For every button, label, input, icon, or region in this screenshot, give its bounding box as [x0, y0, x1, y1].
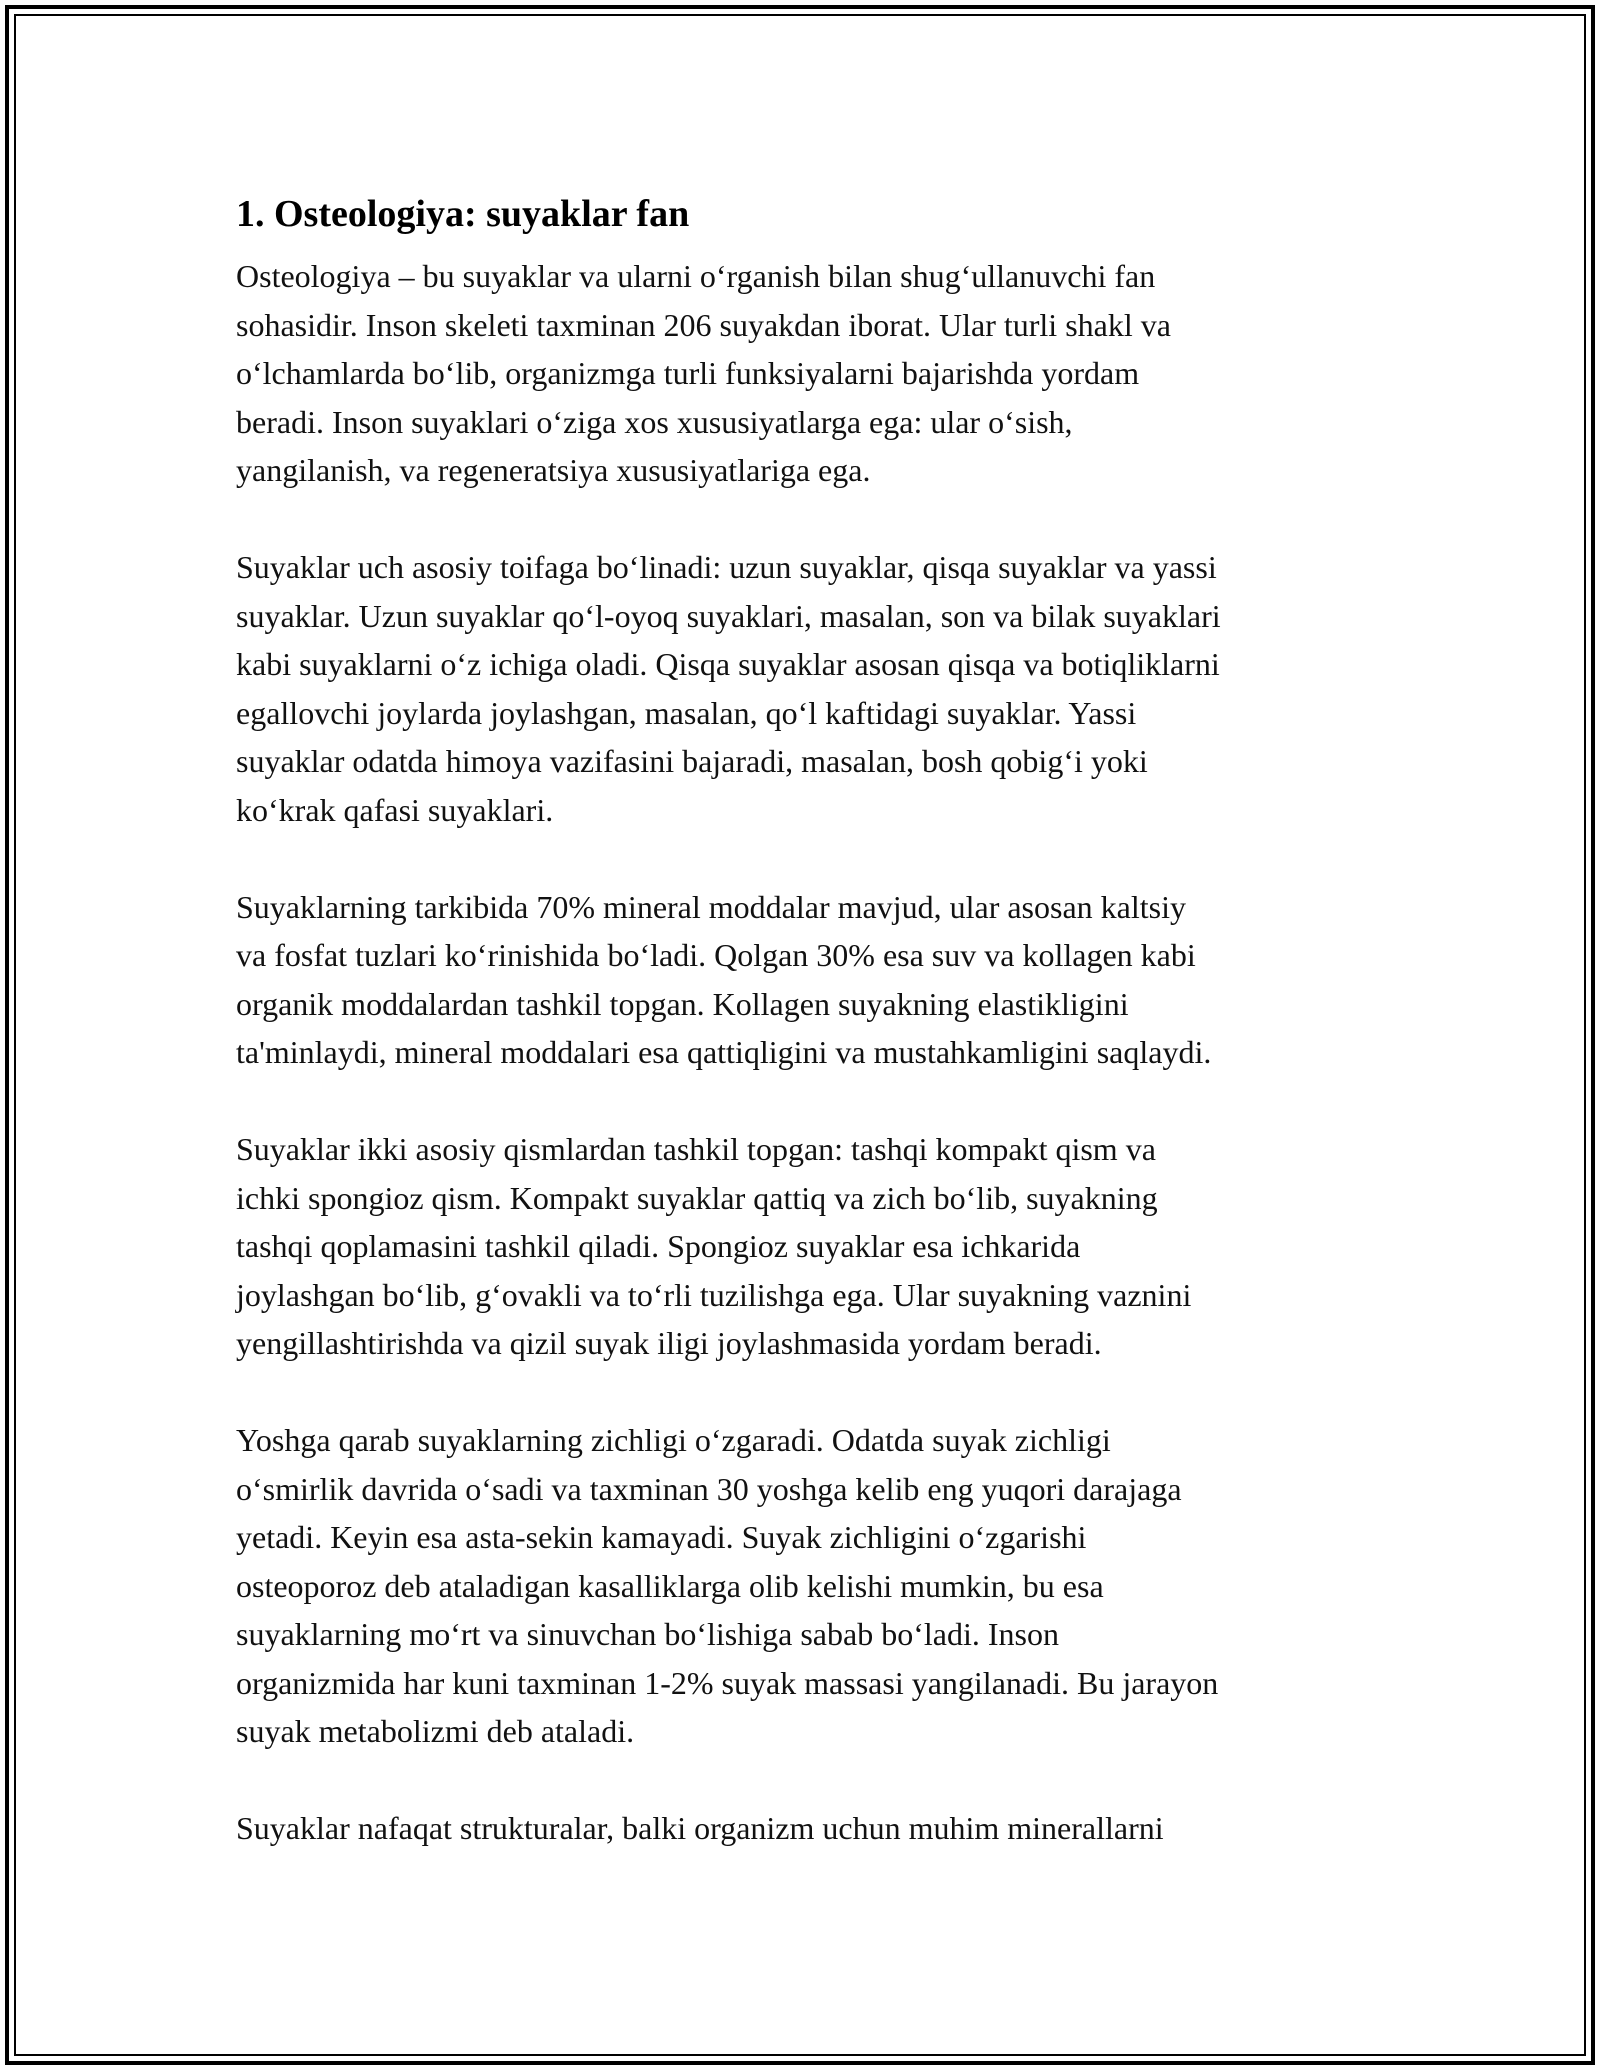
paragraph-1: Osteologiya – bu suyaklar va ularni o‘rganish bilan shug‘ullanuvchi fan sohasidir. Inson skeleti taxminan 206 suyakdan iborat. Ular turli shakl va o‘lchamlarda bo‘lib, organizmga turli funksiyalarni bajarishda yordam beradi. Inson suyaklari o‘ziga xos xususiyatlarga ega: ular o‘sish, yangilanish, va regeneratsiya xususiyatlariga ega.: [236, 258, 1171, 488]
paragraph-5: Yoshga qarab suyaklarning zichligi o‘zgaradi. Odatda suyak zichligi o‘smirlik davrida o‘sadi va taxminan 30 yoshga kelib eng yuqori darajaga yetadi. Keyin esa asta-sekin kamayadi. Suyak zichligini o‘zgarishi osteoporoz deb ataladigan kasalliklarga olib kelishi mumkin, bu esa suyaklarning mo‘rt va sinuvchan bo‘lishiga sabab bo‘ladi. Inson organizmida har kuni taxminan 1-2% suyak massasi yangilanadi. Bu jarayon suyak metabolizmi deb ataladi.: [236, 1422, 1219, 1749]
paragraph-2: Suyaklar uch asosiy toifaga bo‘linadi: uzun suyaklar, qisqa suyaklar va yassi suyaklar. Uzun suyaklar qo‘l-oyoq suyaklari, masalan, son va bilak suyaklari kabi suyaklarni o‘z ichiga oladi. Qisqa suyaklar asosan qisqa va botiqliklarni egallovchi joylarda joylashgan, masalan, qo‘l kaftidagi suyaklar. Yassi suyaklar odatda himoya vazifasini bajaradi, masalan, bosh qobig‘i yoki ko‘krak qafasi suyaklari.: [236, 549, 1221, 828]
paragraph-4: Suyaklar ikki asosiy qismlardan tashkil topgan: tashqi kompakt qism va ichki spongioz qism. Kompakt suyaklar qattiq va zich bo‘lib, suyakning tashqi qoplamasini tashkil qiladi. Spongioz suyaklar esa ichkarida joylashgan bo‘lib, g‘ovakli va to‘rli tuzilishga ega. Ular suyakning vaznini yengillashtirishda va qizil suyak iligi joylashmasida yordam beradi.: [236, 1131, 1192, 1361]
paragraph-6: Suyaklar nafaqat strukturalar, balki organizm uchun muhim minerallarni: [236, 1810, 1164, 1846]
document-title: 1. Osteologiya: suyaklar fan: [236, 193, 690, 235]
paragraph-3: Suyaklarning tarkibida 70% mineral moddalar mavjud, ular asosan kaltsiy va fosfat tuzlari ko‘rinishida bo‘ladi. Qolgan 30% esa suv va kollagen kabi organik moddalardan tashkil topgan. Kollagen suyakning elastikligini ta'minlaydi, mineral moddalari esa qattiqligini va mustahkamligini saqlaydi.: [236, 888, 1212, 1070]
document-page: [236, 186, 1376, 1901]
